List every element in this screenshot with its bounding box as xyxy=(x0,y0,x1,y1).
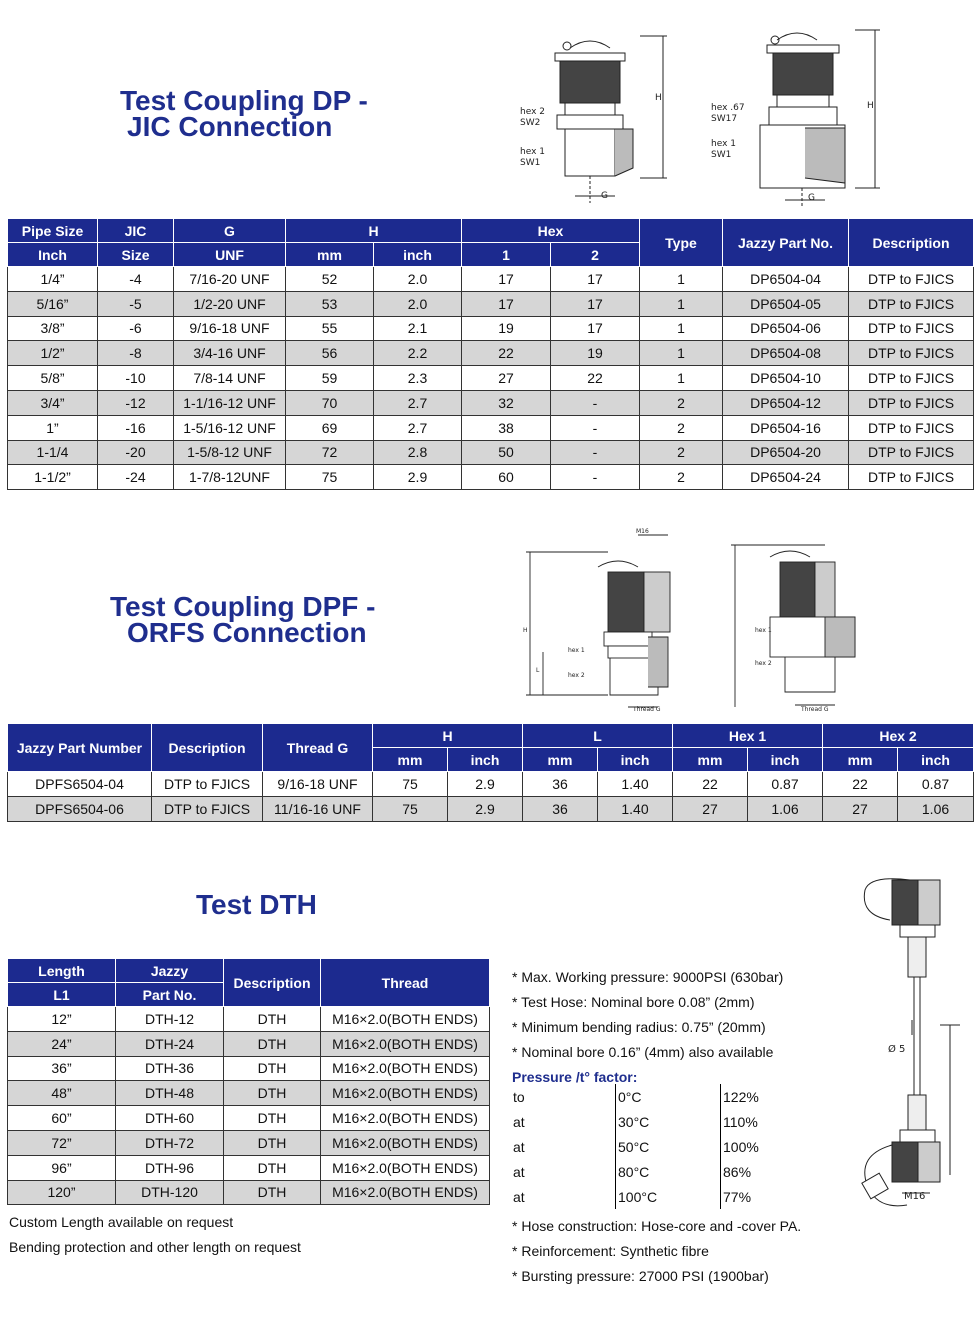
table-row-cell: 3/4” xyxy=(8,390,98,415)
pressure-cell: 50°C xyxy=(616,1134,721,1159)
table-row-cell: -10 xyxy=(98,366,174,391)
table-row-cell: 55 xyxy=(286,316,374,341)
table-row-cell: 60” xyxy=(8,1106,116,1131)
label-thread-g: Thread G xyxy=(633,706,661,713)
table-row-cell: DTP to FJICS xyxy=(849,390,974,415)
section2-title-line1: Test Coupling DPF - xyxy=(110,591,376,622)
pressure-cell: at xyxy=(513,1113,525,1130)
table-row-cell: 22 xyxy=(673,772,748,797)
table-row-cell: - xyxy=(551,440,640,465)
dpf-orfs-table xyxy=(7,723,974,822)
table-row-cell: 36 xyxy=(523,772,598,797)
table-row xyxy=(8,1031,490,1056)
table-row-cell: DTP to FJICS xyxy=(849,465,974,490)
table-row-cell: DTH-36 xyxy=(116,1056,224,1081)
table-row-cell: 75 xyxy=(286,465,374,490)
table-row-cell: 36 xyxy=(523,796,598,821)
table-row-cell: 19 xyxy=(462,316,551,341)
label-sw1-type2: SW1 xyxy=(711,150,732,160)
label-hex2: hex 2 xyxy=(520,107,545,117)
table-row-cell: 9/16-18 UNF xyxy=(263,772,373,797)
table-row-cell: 2.3 xyxy=(374,366,462,391)
section2-title xyxy=(110,591,376,648)
table-row-cell: 120” xyxy=(8,1180,116,1205)
section2-title-line2: ORFS Connection xyxy=(127,617,367,648)
table-row-cell: M16×2.0(BOTH ENDS) xyxy=(321,1130,490,1155)
table-row-cell: 1-5/8-12 UNF xyxy=(174,440,286,465)
table-row-cell: 1-5/16-12 UNF xyxy=(174,415,286,440)
table-row-cell: 1-1/2” xyxy=(8,465,98,490)
table-row-cell: 69 xyxy=(286,415,374,440)
table-row-cell: - xyxy=(551,465,640,490)
label-h: H xyxy=(655,93,662,103)
table-row xyxy=(8,796,974,821)
table-row-cell: DTH xyxy=(224,1056,321,1081)
col-h-mm: mm xyxy=(286,243,374,267)
table-row-cell: DTH-72 xyxy=(116,1130,224,1155)
col-type: Type xyxy=(640,219,723,267)
col-length: Length xyxy=(8,959,116,983)
footnote-custom-length: Custom Length available on request xyxy=(9,1214,234,1230)
table-row-cell: DTH xyxy=(224,1031,321,1056)
col-inch: Inch xyxy=(8,243,98,267)
table-row-cell: M16×2.0(BOTH ENDS) xyxy=(321,1155,490,1180)
section1-title-line1: Test Coupling DP - xyxy=(120,85,368,116)
table-row-cell: 1 xyxy=(640,366,723,391)
table-row-cell: 1 xyxy=(640,267,723,292)
label-sw2: SW2 xyxy=(520,118,541,128)
table-row-cell: 7/16-20 UNF xyxy=(174,267,286,292)
col-thread-g: Thread G xyxy=(263,724,373,772)
pressure-factor-title: Pressure /t° factor: xyxy=(512,1069,638,1085)
table-row-cell: 11/16-16 UNF xyxy=(263,796,373,821)
table-row-cell: M16×2.0(BOTH ENDS) xyxy=(321,1007,490,1032)
table-row-cell: -5 xyxy=(98,291,174,316)
table-row-cell: DTP to FJICS xyxy=(849,440,974,465)
pressure-cell: 30°C xyxy=(616,1109,721,1134)
table-row-cell: 17 xyxy=(462,267,551,292)
col-dpf-l-mm: mm xyxy=(523,748,598,772)
table-row-cell: DTP to FJICS xyxy=(152,772,263,797)
col-dpf-hex1-mm: mm xyxy=(673,748,748,772)
dp-coupling-drawing-type2 xyxy=(705,28,885,208)
dp-coupling-drawing-type1 xyxy=(515,28,675,208)
table-row-cell: - xyxy=(551,390,640,415)
table-row-cell: -20 xyxy=(98,440,174,465)
footnote-bending-protection: Bending protection and other length on request xyxy=(9,1239,301,1255)
table-row-cell: 60 xyxy=(462,465,551,490)
table-row xyxy=(8,772,974,797)
pressure-cell: 110% xyxy=(721,1109,784,1134)
table-row-cell: 1.06 xyxy=(898,796,974,821)
table-row xyxy=(8,1056,490,1081)
table-row-cell: 7/8-14 UNF xyxy=(174,366,286,391)
table-row xyxy=(8,390,974,415)
table-row-cell: DPFS6504-04 xyxy=(8,772,152,797)
table-row-cell: 52 xyxy=(286,267,374,292)
table-row xyxy=(8,1081,490,1106)
table-row-cell: 17 xyxy=(462,291,551,316)
table-row-cell: DP6504-10 xyxy=(723,366,849,391)
table-row-cell: 1/2-20 UNF xyxy=(174,291,286,316)
col-unf: UNF xyxy=(174,243,286,267)
section1-title-line2: JIC Connection xyxy=(127,111,333,142)
table-row xyxy=(8,1180,490,1205)
table-row-cell: -12 xyxy=(98,390,174,415)
table-row-cell: 1” xyxy=(8,415,98,440)
table-row-cell: 2.8 xyxy=(374,440,462,465)
pressure-row xyxy=(511,1159,783,1184)
table-row-cell: DTP to FJICS xyxy=(849,316,974,341)
table-row-cell: 1-1/16-12 UNF xyxy=(174,390,286,415)
pressure-cell: 122% xyxy=(721,1084,784,1109)
table-row-cell: DP6504-12 xyxy=(723,390,849,415)
col-h-inch: inch xyxy=(374,243,462,267)
pressure-cell: 100°C xyxy=(616,1184,721,1209)
dth-table xyxy=(7,958,490,1205)
table-row xyxy=(8,1155,490,1180)
table-row-cell: 1/4” xyxy=(8,267,98,292)
table-row-cell: 36” xyxy=(8,1056,116,1081)
col-size: Size xyxy=(98,243,174,267)
table-row-cell: 27 xyxy=(823,796,898,821)
table-row xyxy=(8,341,974,366)
table-row-cell: 2.9 xyxy=(448,796,523,821)
table-row-cell: 2 xyxy=(640,415,723,440)
label-hex2-type2: hex .67 xyxy=(711,103,745,113)
table-row-cell: 1.40 xyxy=(598,772,673,797)
label-dpf2-thread: Thread G xyxy=(801,706,829,713)
table-row-cell: 2.2 xyxy=(374,341,462,366)
table-row-cell: M16×2.0(BOTH ENDS) xyxy=(321,1056,490,1081)
table-row-cell: 2 xyxy=(640,440,723,465)
table-row-cell: DP6504-08 xyxy=(723,341,849,366)
table-row xyxy=(8,316,974,341)
table-row-cell: DTH-12 xyxy=(116,1007,224,1032)
table-row-cell: 3/8” xyxy=(8,316,98,341)
table-row-cell: 12” xyxy=(8,1007,116,1032)
table-row xyxy=(8,1007,490,1032)
table-row xyxy=(8,1130,490,1155)
table-row-cell: 27 xyxy=(673,796,748,821)
table-row-cell: 27 xyxy=(462,366,551,391)
table-row-cell: DP6504-20 xyxy=(723,440,849,465)
table-row-cell: DTH-120 xyxy=(116,1180,224,1205)
label-dpf-hex1: hex 1 xyxy=(568,647,585,654)
label-sw17: SW17 xyxy=(711,114,738,124)
table-row-cell: 75 xyxy=(373,796,448,821)
section1-title xyxy=(120,85,368,142)
col-dpf-h: H xyxy=(373,724,523,748)
col-h: H xyxy=(286,219,462,243)
table-row-cell: DP6504-06 xyxy=(723,316,849,341)
table-row-cell: 1-7/8-12UNF xyxy=(174,465,286,490)
table-row-cell: M16×2.0(BOTH ENDS) xyxy=(321,1106,490,1131)
label-dpf-l: L xyxy=(536,667,540,674)
col-dpf-l-inch: inch xyxy=(598,748,673,772)
table-row-cell: 0.87 xyxy=(898,772,974,797)
table-row-cell: DPFS6504-06 xyxy=(8,796,152,821)
table-row-cell: M16×2.0(BOTH ENDS) xyxy=(321,1081,490,1106)
spec-nominal-bore: * Nominal bore 0.16” (4mm) also available xyxy=(512,1044,774,1060)
table-row-cell: 17 xyxy=(551,267,640,292)
table-row-cell: 1.40 xyxy=(598,796,673,821)
col-dpf-hex2-inch: inch xyxy=(898,748,974,772)
pressure-cell: 0°C xyxy=(616,1084,721,1109)
dth-specs-top xyxy=(512,965,783,1090)
section3-title: Test DTH xyxy=(196,889,317,920)
label-dpf-h: H xyxy=(523,627,528,634)
table-row-cell: 24” xyxy=(8,1031,116,1056)
table-row-cell: 2.7 xyxy=(374,415,462,440)
table-row-cell: 32 xyxy=(462,390,551,415)
pressure-cell: 86% xyxy=(721,1159,784,1184)
pressure-cell: 100% xyxy=(721,1134,784,1159)
table-row-cell: DP6504-24 xyxy=(723,465,849,490)
col-thread: Thread xyxy=(321,959,490,1007)
table-row-cell: 17 xyxy=(551,316,640,341)
table-row-cell: 2.9 xyxy=(448,772,523,797)
col-dpf-description: Description xyxy=(152,724,263,772)
table-row-cell: 3/4-16 UNF xyxy=(174,341,286,366)
pressure-cell: 77% xyxy=(721,1184,784,1209)
table-row-cell: 50 xyxy=(462,440,551,465)
label-dpf-hex2: hex 2 xyxy=(568,672,585,679)
table-row-cell: DTP to FJICS xyxy=(849,267,974,292)
dth-specs-bottom xyxy=(512,1214,801,1289)
table-row-cell: DTH-48 xyxy=(116,1081,224,1106)
table-row-cell: 1/2” xyxy=(8,341,98,366)
table-row-cell: DTP to FJICS xyxy=(849,366,974,391)
col-dpf-hex2: Hex 2 xyxy=(823,724,974,748)
table-row-cell: 75 xyxy=(373,772,448,797)
table-row-cell: 2 xyxy=(640,390,723,415)
label-sw1: SW1 xyxy=(520,158,541,168)
pressure-cell: at xyxy=(513,1163,525,1180)
table-row-cell: 2.0 xyxy=(374,267,462,292)
table-row xyxy=(8,465,974,490)
table-row-cell: 19 xyxy=(551,341,640,366)
col-dpf-h-mm: mm xyxy=(373,748,448,772)
table-row-cell: M16×2.0(BOTH ENDS) xyxy=(321,1031,490,1056)
spec-test-hose: * Test Hose: Nominal bore 0.08” (2mm) xyxy=(512,994,755,1010)
pressure-cell: to xyxy=(513,1088,525,1105)
pressure-row xyxy=(511,1109,783,1134)
table-row-cell: 1 xyxy=(640,316,723,341)
table-row-cell: 5/8” xyxy=(8,366,98,391)
label-hex1: hex 1 xyxy=(520,147,545,157)
table-row-cell: -6 xyxy=(98,316,174,341)
spec-max-pressure: * Max. Working pressure: 9000PSI (630bar) xyxy=(512,969,784,985)
pressure-cell: 80°C xyxy=(616,1159,721,1184)
col-part-no-dth: Part No. xyxy=(116,983,224,1007)
table-row-cell: 70 xyxy=(286,390,374,415)
table-row-cell: 17 xyxy=(551,291,640,316)
col-hex: Hex xyxy=(462,219,640,243)
table-row-cell: 2.1 xyxy=(374,316,462,341)
table-row-cell: 5/16” xyxy=(8,291,98,316)
table-row-cell: 1-1/4 xyxy=(8,440,98,465)
table-row xyxy=(8,291,974,316)
col-dpf-hex1: Hex 1 xyxy=(673,724,823,748)
pressure-cell: at xyxy=(513,1188,525,1205)
table-row-cell: 72 xyxy=(286,440,374,465)
table-row-cell: 22 xyxy=(551,366,640,391)
table-row-cell: 0.87 xyxy=(748,772,823,797)
table-row-cell: - xyxy=(551,415,640,440)
table-row-cell: 2.9 xyxy=(374,465,462,490)
table-row-cell: 22 xyxy=(462,341,551,366)
table-row-cell: 1 xyxy=(640,341,723,366)
table-row-cell: 2.7 xyxy=(374,390,462,415)
label-g: G xyxy=(601,191,608,201)
table-row-cell: DP6504-16 xyxy=(723,415,849,440)
label-dpf2-hex2: hex 2 xyxy=(755,660,772,667)
col-part-no: Jazzy Part No. xyxy=(723,219,849,267)
table-row xyxy=(8,1106,490,1131)
table-row-cell: -4 xyxy=(98,267,174,292)
col-dpf-h-inch: inch xyxy=(448,748,523,772)
table-row-cell: DTH-96 xyxy=(116,1155,224,1180)
table-row xyxy=(8,366,974,391)
label-m16: M16 xyxy=(636,528,649,535)
table-row-cell: DTP to FJICS xyxy=(849,415,974,440)
label-diameter: Ø 5 xyxy=(888,1044,906,1055)
col-dpf-hex1-inch: inch xyxy=(748,748,823,772)
table-row-cell: 22 xyxy=(823,772,898,797)
table-row-cell: DTH-24 xyxy=(116,1031,224,1056)
spec-reinforcement: * Reinforcement: Synthetic fibre xyxy=(512,1243,709,1259)
label-dpf2-hex1: hex 1 xyxy=(755,627,772,634)
col-g: G xyxy=(174,219,286,243)
dth-hose-drawing xyxy=(830,875,975,1215)
table-row-cell: -16 xyxy=(98,415,174,440)
dpf-coupling-drawing-2 xyxy=(725,527,875,717)
pressure-row xyxy=(511,1084,783,1109)
table-row-cell: 1.06 xyxy=(748,796,823,821)
table-row-cell: 53 xyxy=(286,291,374,316)
table-row-cell: DTH xyxy=(224,1081,321,1106)
table-row-cell: DTH xyxy=(224,1106,321,1131)
col-dth-description: Description xyxy=(224,959,321,1007)
dpf-coupling-drawing-1 xyxy=(518,527,688,717)
table-row-cell: DTH xyxy=(224,1130,321,1155)
label-hex1-type2: hex 1 xyxy=(711,139,736,149)
table-row-cell: DTP to FJICS xyxy=(849,341,974,366)
table-row xyxy=(8,267,974,292)
table-row-cell: DP6504-04 xyxy=(723,267,849,292)
table-row-cell: 9/16-18 UNF xyxy=(174,316,286,341)
table-row xyxy=(8,415,974,440)
col-hex1: 1 xyxy=(462,243,551,267)
col-description: Description xyxy=(849,219,974,267)
table-row-cell: -24 xyxy=(98,465,174,490)
spec-hose-construction: * Hose construction: Hose-core and -cover PA. xyxy=(512,1218,802,1234)
pressure-factor-table xyxy=(511,1084,783,1209)
col-hex2: 2 xyxy=(551,243,640,267)
table-row-cell: 56 xyxy=(286,341,374,366)
pressure-row xyxy=(511,1184,783,1209)
table-row-cell: 72” xyxy=(8,1130,116,1155)
col-l1: L1 xyxy=(8,983,116,1007)
table-row-cell: -8 xyxy=(98,341,174,366)
table-row-cell: DTH xyxy=(224,1007,321,1032)
label-g-type2: G xyxy=(808,193,815,203)
col-jic: JIC xyxy=(98,219,174,243)
table-row-cell: 2 xyxy=(640,465,723,490)
table-row-cell: DTH xyxy=(224,1180,321,1205)
pressure-row xyxy=(511,1134,783,1159)
table-row-cell: DTP to FJICS xyxy=(849,291,974,316)
table-row-cell: 38 xyxy=(462,415,551,440)
table-row-cell: 48” xyxy=(8,1081,116,1106)
col-dpf-hex2-mm: mm xyxy=(823,748,898,772)
table-row-cell: DP6504-05 xyxy=(723,291,849,316)
pressure-cell: at xyxy=(513,1138,525,1155)
col-pipe-size: Pipe Size xyxy=(8,219,98,243)
table-row-cell: M16×2.0(BOTH ENDS) xyxy=(321,1180,490,1205)
table-row-cell: DTH xyxy=(224,1155,321,1180)
col-dpf-l: L xyxy=(523,724,673,748)
col-jazzy: Jazzy xyxy=(116,959,224,983)
table-row-cell: 1 xyxy=(640,291,723,316)
label-dth-m16: M16 xyxy=(904,1191,926,1202)
spec-bending-radius: * Minimum bending radius: 0.75” (20mm) xyxy=(512,1019,766,1035)
table-row xyxy=(8,440,974,465)
table-row-cell: 96” xyxy=(8,1155,116,1180)
dp-jic-table xyxy=(7,218,974,490)
label-h-type2: H xyxy=(867,101,874,111)
spec-bursting-pressure: * Bursting pressure: 27000 PSI (1900bar) xyxy=(512,1268,769,1284)
table-row-cell: 59 xyxy=(286,366,374,391)
table-row-cell: 2.0 xyxy=(374,291,462,316)
table-row-cell: DTH-60 xyxy=(116,1106,224,1131)
col-jazzy-part-number: Jazzy Part Number xyxy=(8,724,152,772)
table-row-cell: DTP to FJICS xyxy=(152,796,263,821)
